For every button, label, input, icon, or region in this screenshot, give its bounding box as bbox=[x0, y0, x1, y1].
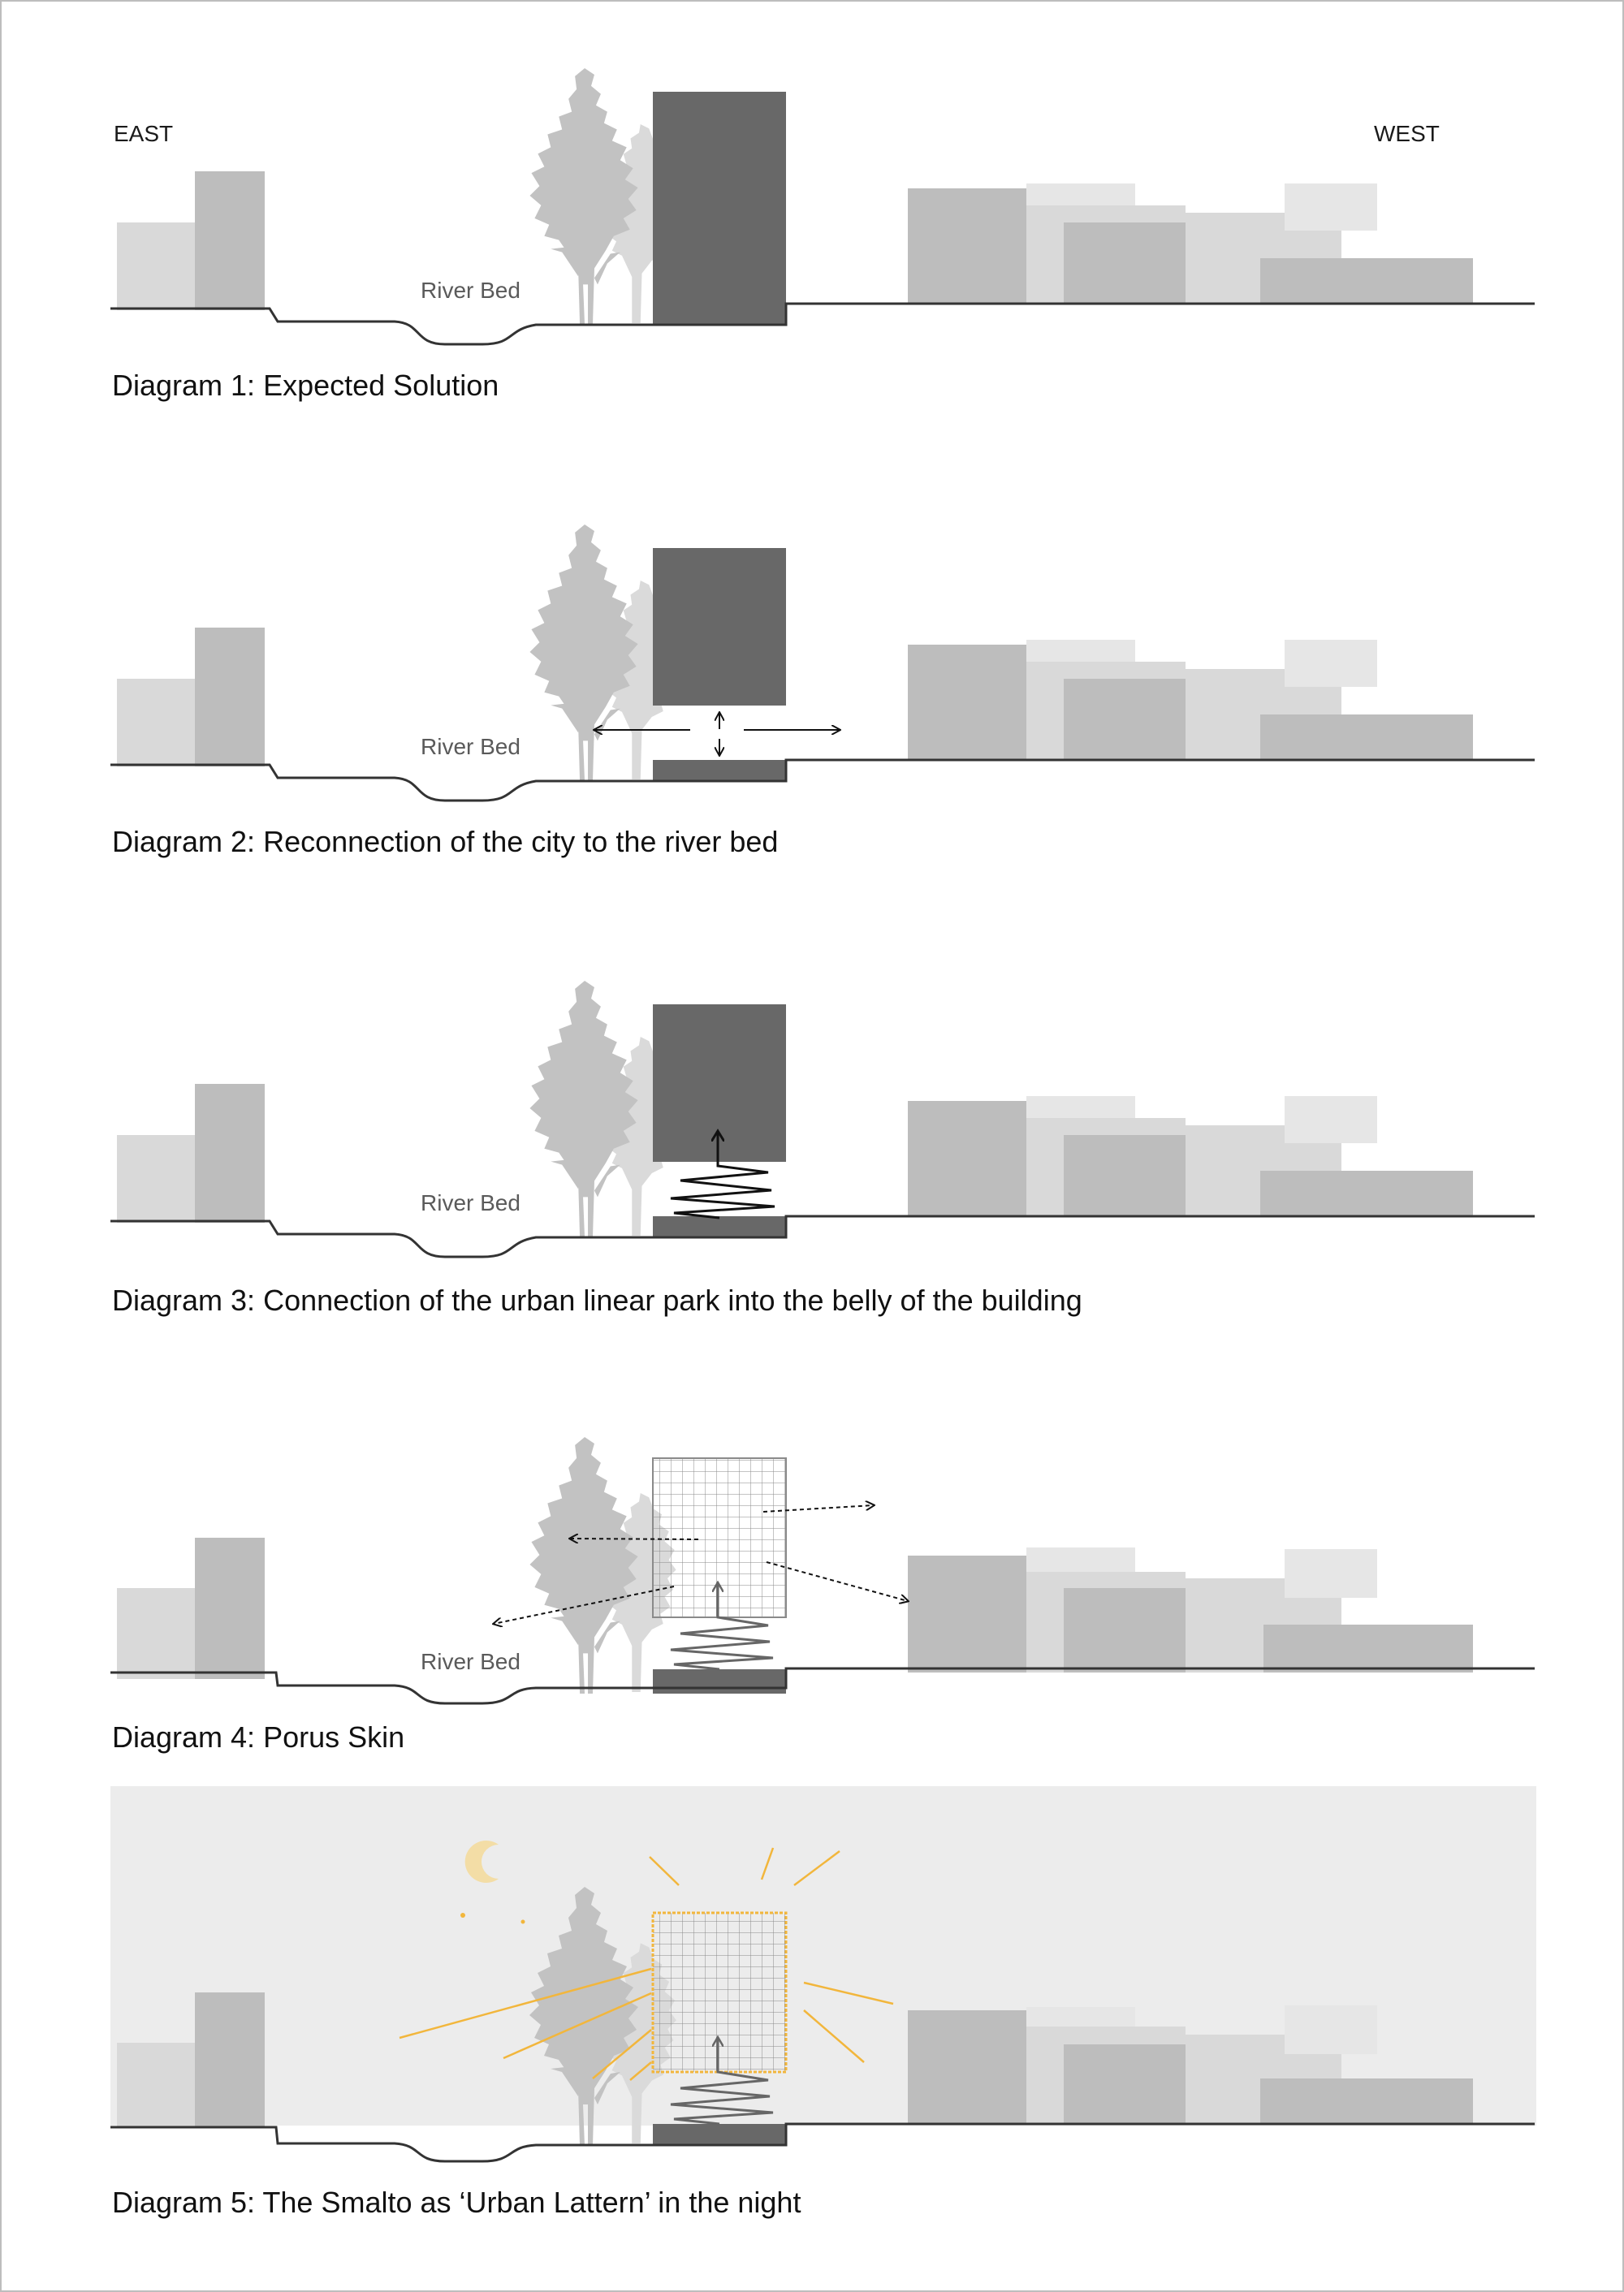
diagram-caption: Diagram 5: The Smalto as ‘Urban Lattern’ in the night bbox=[112, 2186, 801, 2219]
east-buildings bbox=[117, 1084, 265, 1223]
west-buildings bbox=[908, 1096, 1473, 1216]
river-bed-label: River Bed bbox=[421, 1649, 520, 1674]
diagram-1 bbox=[110, 68, 1535, 402]
diagram-caption: Diagram 4: Porus Skin bbox=[112, 1720, 405, 1754]
building bbox=[1260, 2078, 1473, 2124]
river-bed-label: River Bed bbox=[421, 278, 520, 303]
building bbox=[117, 1135, 195, 1223]
building bbox=[908, 1556, 1026, 1673]
tower-building bbox=[653, 92, 786, 325]
west-buildings bbox=[908, 640, 1473, 760]
diagram-caption: Diagram 1: Expected Solution bbox=[112, 369, 499, 402]
ground-line bbox=[110, 760, 1535, 801]
building bbox=[117, 222, 195, 310]
building bbox=[908, 2010, 1026, 2124]
building bbox=[1285, 640, 1377, 687]
building bbox=[1064, 1588, 1202, 1673]
river-bed-label: River Bed bbox=[421, 734, 520, 759]
building bbox=[908, 645, 1026, 760]
building bbox=[1260, 258, 1473, 304]
east-buildings bbox=[117, 171, 265, 310]
arrow-icon bbox=[767, 1562, 908, 1601]
building bbox=[1285, 1549, 1377, 1598]
building bbox=[1260, 714, 1473, 760]
building bbox=[1064, 222, 1202, 304]
porous-skin-grid bbox=[653, 1458, 786, 1617]
building bbox=[908, 188, 1026, 304]
tree-silhouette-icon bbox=[529, 1437, 637, 1694]
tower-building-base bbox=[653, 760, 786, 781]
diagram-2 bbox=[110, 524, 1535, 858]
diagram-5 bbox=[110, 1786, 1536, 2219]
building bbox=[195, 1992, 265, 2128]
star-icon bbox=[521, 1920, 525, 1924]
ground-line bbox=[110, 1668, 1535, 1703]
tower-building-upper bbox=[653, 548, 786, 706]
river-bed-label: River Bed bbox=[421, 1190, 520, 1215]
ground-line bbox=[110, 2124, 1535, 2161]
east-buildings bbox=[117, 1538, 265, 1679]
building bbox=[1260, 1171, 1473, 1216]
west-buildings bbox=[908, 1547, 1473, 1673]
diagram-caption: Diagram 3: Connection of the urban linear park into the belly of the building bbox=[112, 1284, 1082, 1317]
building bbox=[1064, 679, 1197, 760]
building bbox=[195, 1084, 265, 1223]
ground-line bbox=[110, 1216, 1535, 1257]
building bbox=[117, 2043, 195, 2128]
tower-building-base bbox=[653, 2124, 786, 2145]
diagram-caption: Diagram 2: Reconnection of the city to the river bed bbox=[112, 825, 779, 858]
building bbox=[1064, 1135, 1202, 1216]
west-buildings bbox=[908, 183, 1473, 304]
building bbox=[1064, 2044, 1202, 2124]
urban-lantern-grid bbox=[653, 1913, 786, 2072]
west-label: WEST bbox=[1374, 121, 1440, 146]
tree-silhouette-icon bbox=[529, 524, 637, 781]
diagram-3 bbox=[110, 981, 1535, 1317]
building bbox=[1285, 2005, 1377, 2054]
building bbox=[195, 628, 265, 766]
ground-line bbox=[110, 304, 1535, 344]
tree-silhouette-icon bbox=[529, 981, 637, 1237]
building bbox=[117, 679, 195, 766]
tower-building-upper bbox=[653, 1004, 786, 1162]
east-buildings bbox=[117, 628, 265, 766]
building bbox=[908, 1101, 1026, 1216]
building bbox=[195, 1538, 265, 1679]
building bbox=[195, 171, 265, 310]
tree-silhouette-icon bbox=[529, 68, 637, 325]
tower-building-base bbox=[653, 1216, 786, 1237]
diagram-4 bbox=[110, 1437, 1535, 1754]
building bbox=[1263, 1625, 1473, 1673]
tower-building-base bbox=[653, 1669, 786, 1694]
building bbox=[1285, 1096, 1377, 1143]
building bbox=[117, 1588, 195, 1679]
star-icon bbox=[460, 1913, 465, 1918]
building bbox=[1285, 183, 1377, 231]
east-label: EAST bbox=[114, 121, 174, 146]
